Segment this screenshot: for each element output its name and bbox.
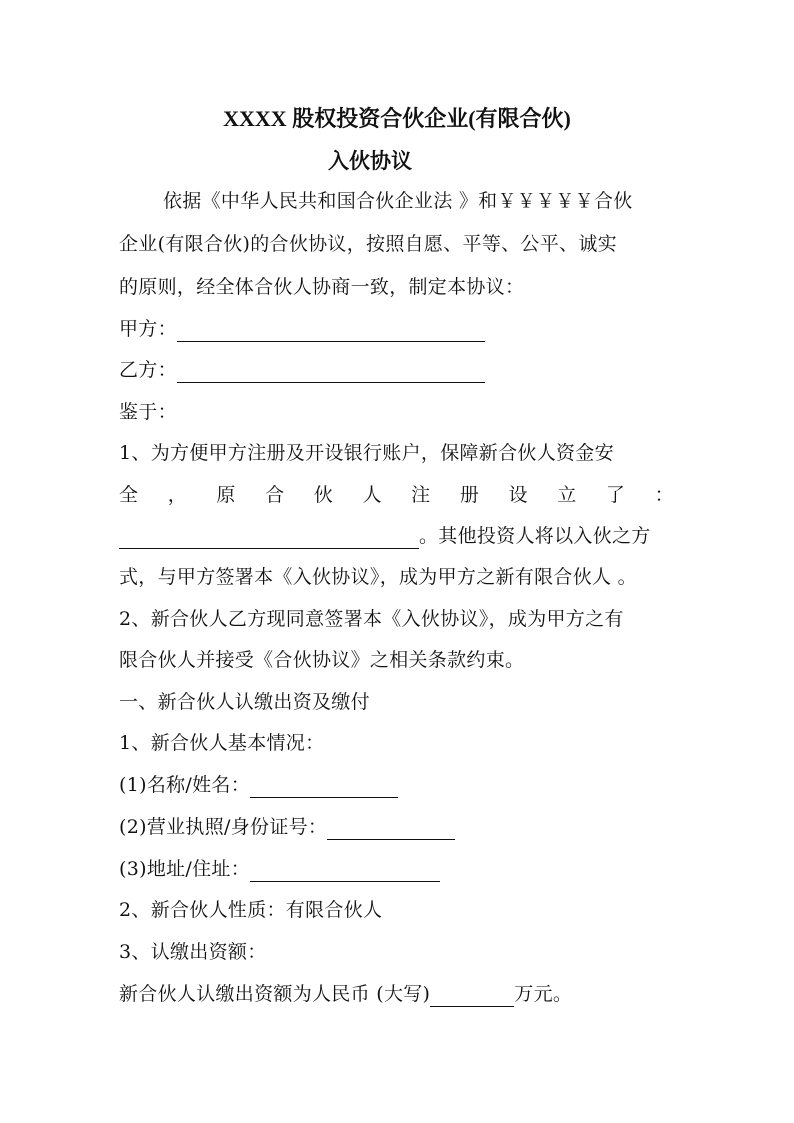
amount-field[interactable] (430, 984, 514, 1007)
clause2-line-2: 限合伙人并接受《合伙协议》之相关条款约束。 (119, 649, 525, 671)
address-row (119, 856, 674, 882)
party-a-row (119, 316, 674, 342)
license-label: (2)营业执照/身份证号： (119, 816, 328, 838)
document-title: XXXX 股权投资合伙企业(有限合伙) (223, 106, 571, 131)
clause1-char: 设 (508, 484, 528, 506)
name-field[interactable] (250, 775, 398, 798)
name-label: (1)名称/姓名： (119, 774, 251, 796)
clause2-line-1: 2、新合伙人乙方现同意签署本《入伙协议》，成为甲方之有 (119, 608, 624, 630)
preamble-line-1: 依据《中华人民共和国合伙企业法 》和￥￥￥￥￥合伙 (163, 190, 633, 212)
license-row (119, 814, 674, 840)
clause1-char: 伙 (313, 484, 334, 506)
clause1-char: 册 (459, 484, 480, 506)
clause1-line-1: 1、为方便甲方注册及开设银行账户，保障新合伙人资金安 (119, 442, 614, 464)
clause1-char: 了 (605, 484, 626, 506)
clause1-char: ： (654, 484, 674, 506)
amount-prefix: 新合伙人认缴出资额为人民币 (大写) (119, 983, 431, 1005)
clause1-line-2 (119, 482, 674, 508)
party-b-row (119, 357, 674, 383)
license-field[interactable] (327, 817, 455, 840)
amount-row (119, 981, 674, 1007)
clause1-line-3-text: 。其他投资人将以入伙之方 (419, 525, 651, 547)
party-a-field[interactable] (177, 319, 485, 342)
clause1-line-3 (119, 523, 674, 549)
address-field[interactable] (250, 859, 440, 882)
party-b-field[interactable] (177, 360, 485, 383)
name-row (119, 772, 674, 798)
section1-heading: 一、新合伙人认缴出资及缴付 (119, 691, 370, 713)
section1-item3: 3、认缴出资额： (119, 941, 267, 963)
party-b-label: 乙方： (119, 359, 177, 381)
clause1-char: 人 (362, 484, 382, 506)
preamble-line-3: 的原则，经全体合伙人协商一致，制定本协议： (119, 276, 525, 298)
clause1-char: 注 (411, 484, 431, 506)
section1-item1: 1、新合伙人基本情况： (119, 732, 325, 754)
preamble-line-2: 企业(有限合伙)的合伙协议，按照自愿、平等、公平、诚实 (119, 233, 617, 255)
clause1-char: 合 (265, 484, 285, 506)
party-a-label: 甲方： (119, 318, 177, 340)
whereas-label: 鉴于： (119, 401, 177, 423)
address-label: (3)地址/住址： (119, 858, 251, 880)
clause1-char: ， (167, 484, 187, 506)
registered-entity-field[interactable] (119, 526, 419, 549)
clause1-char: 全 (119, 484, 139, 506)
section1-item2: 2、新合伙人性质：有限合伙人 (119, 899, 383, 921)
document-subtitle: 入伙协议 (328, 149, 412, 173)
amount-suffix: 万元。 (514, 983, 573, 1005)
clause1-line-4: 式，与甲方签署本《入伙协议》，成为甲方之新有限合伙人 。 (119, 566, 637, 588)
clause1-char: 立 (557, 484, 577, 506)
clause1-char: 原 (216, 484, 236, 506)
